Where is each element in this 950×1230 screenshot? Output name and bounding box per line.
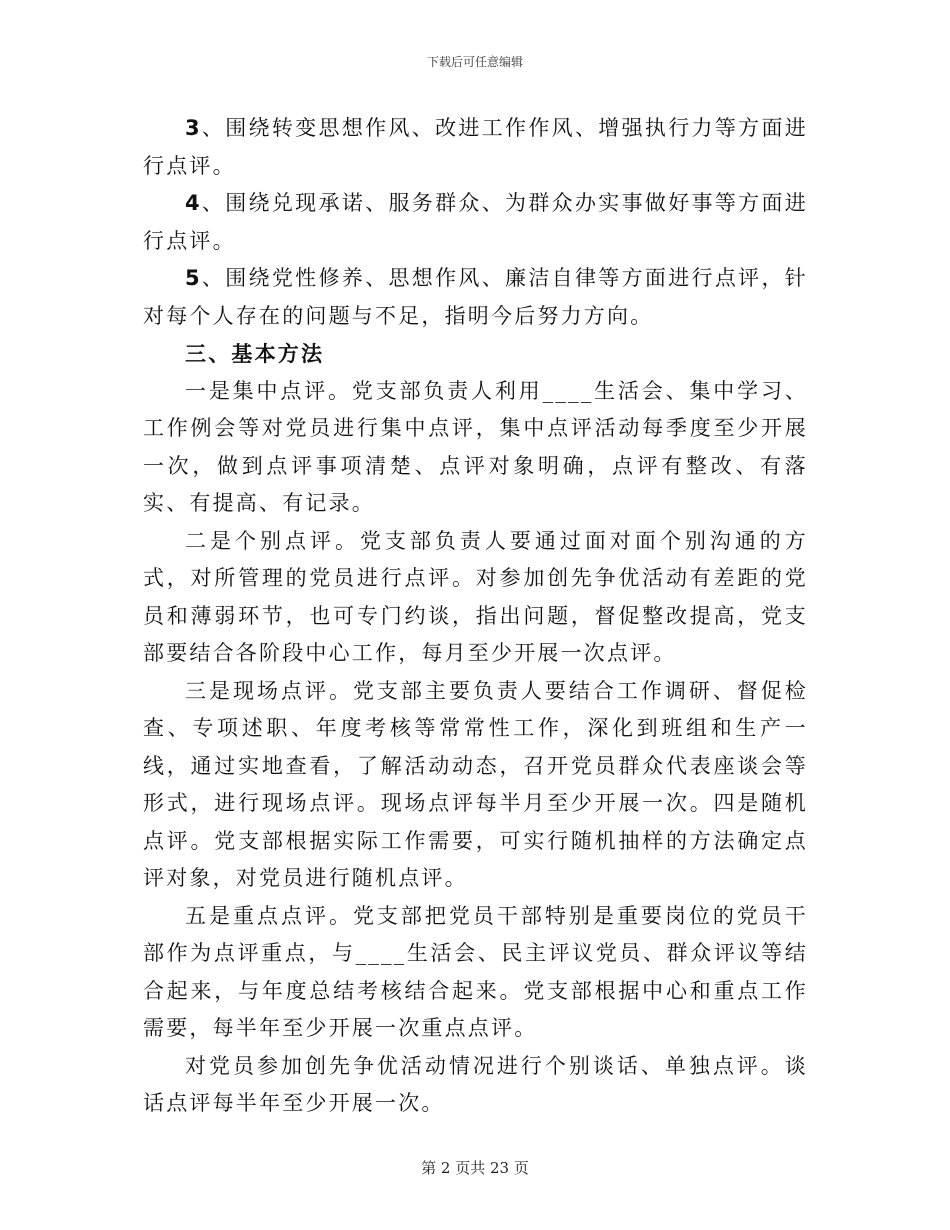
paragraph-key-review: 五是重点点评。党支部把党员干部特别是重要岗位的党员干部作为点评重点，与____生活会、民主评议党员、群众评议等结合起来，与年度总结考核结合起来。党支部根据中心和重点工作需要，每半年至少开展一次重点点评。 (143, 903, 808, 1040)
page-header: 下载后可任意编辑 (426, 55, 523, 69)
section-heading: 三、基本方法 (185, 341, 325, 366)
list-item-3 (143, 110, 808, 185)
list-item-4 (143, 185, 808, 260)
list-number: 5 (185, 266, 202, 290)
paragraph-talk-review: 对党员参加创先争优活动情况进行个别谈话、单独点评。谈话点评每半年至少开展一次。 (143, 1053, 808, 1115)
list-number: 3 (185, 116, 202, 140)
list-item-text: 、围绕兑现承诺、服务群众、为群众办实事做好事等方面进行点评。 (143, 191, 808, 253)
paragraph-centralized-review: 一是集中点评。党支部负责人利用____生活会、集中学习、工作例会等对党员进行集中点评，集中点评活动每季度至少开展一次，做到点评事项清楚、点评对象明确，点评有整改、有落实、有提高、有记录。 (143, 378, 808, 515)
paragraph-individual-review: 二是个别点评。党支部负责人要通过面对面个别沟通的方式，对所管理的党员进行点评。对参加创先争优活动有差距的党员和薄弱环节，也可专门约谈，指出问题，督促整改提高，党支部要结合各阶段中心工作，每月至少开展一次点评。 (143, 528, 808, 665)
list-item-text: 、围绕转变思想作风、改进工作作风、增强执行力等方面进行点评。 (143, 116, 808, 178)
paragraph-onsite-review: 三是现场点评。党支部主要负责人要结合工作调研、督促检查、专项述职、年度考核等常常性工作，深化到班组和生产一线，通过实地查看，了解活动动态，召开党员群众代表座谈会等形式，进行现场点评。现场点评每半月至少开展一次。四是随机点评。党支部根据实际工作需要，可实行随机抽样的方法确定点评对象，对党员进行随机点评。 (143, 678, 808, 890)
document-body (143, 110, 808, 1123)
list-item-text: 、围绕党性修养、思想作风、廉洁自律等方面进行点评，针对每个人存在的问题与不足，指明今后努力方向。 (143, 266, 808, 328)
list-item-5 (143, 260, 808, 335)
page-footer: 第 2 页共 23 页 (421, 1159, 529, 1177)
list-number: 4 (185, 191, 202, 215)
